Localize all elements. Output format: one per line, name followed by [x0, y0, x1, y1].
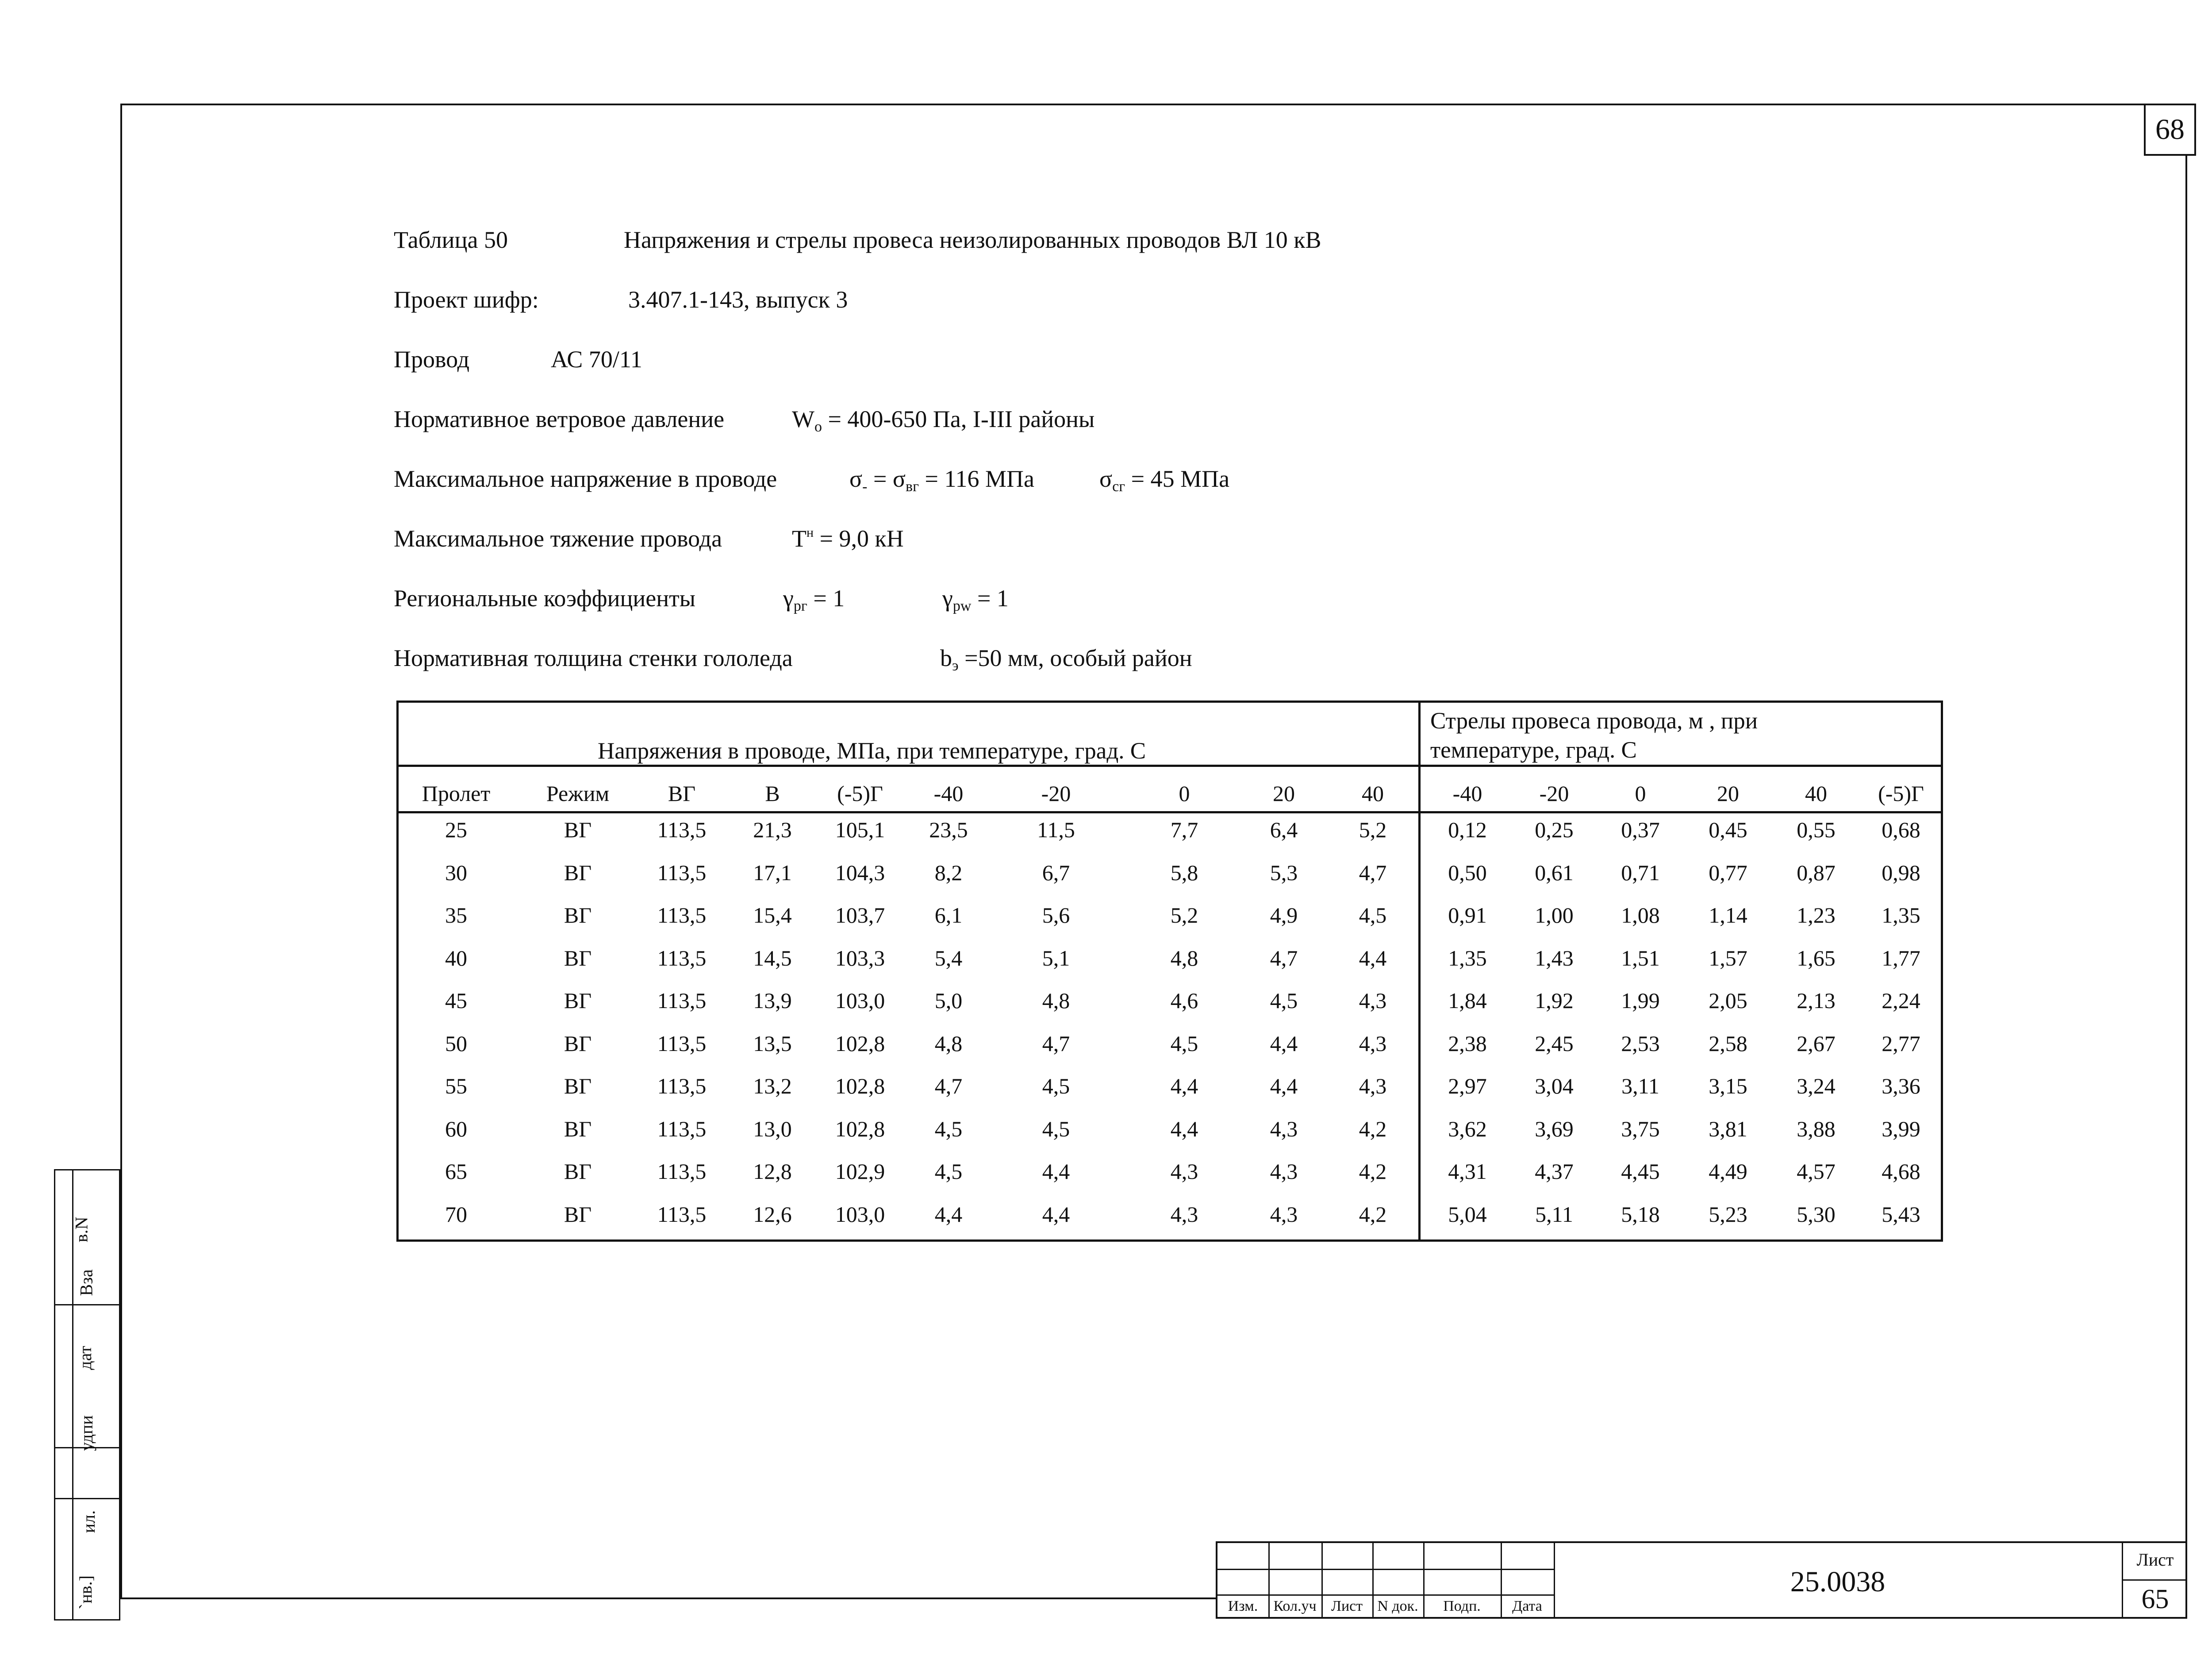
coef-symbol-1: γ — [783, 585, 794, 612]
table-cell: 23,5 — [929, 817, 968, 842]
coef-value-1: = 1 — [807, 585, 845, 612]
table-cell: 1,14 — [1709, 903, 1747, 928]
table-cell: 3,62 — [1448, 1116, 1487, 1141]
group2-title-line1: Стрелы провеса провода, м , при — [1430, 708, 1758, 734]
table-cell: 4,3 — [1170, 1159, 1198, 1184]
stress-formula-2 — [1099, 466, 1230, 495]
stress-subscript-3: cг — [1112, 478, 1125, 495]
table-cell: 0,91 — [1448, 903, 1487, 928]
table-cell: 103,3 — [835, 945, 885, 970]
side-label-sign: удпи — [76, 1415, 96, 1451]
table-cell: 25 — [445, 817, 467, 842]
table-cell: 40 — [445, 945, 467, 970]
table-cell: 4,4 — [1170, 1116, 1198, 1141]
table-cell: 4,3 — [1170, 1201, 1198, 1227]
table-cell: 5,2 — [1359, 817, 1387, 842]
table-cell: 4,4 — [1042, 1201, 1070, 1227]
table-cell: 13,9 — [753, 988, 792, 1013]
table-cell: 5,18 — [1621, 1201, 1660, 1227]
table-cell: 13,0 — [753, 1116, 792, 1141]
table-cell: 2,58 — [1709, 1031, 1747, 1056]
table-cell: 5,2 — [1170, 903, 1198, 928]
ice-value: =50 мм, особый район — [958, 645, 1192, 671]
coef-label: Региональные коэффициенты — [394, 585, 696, 612]
table-cell: 4,4 — [1170, 1074, 1198, 1098]
coef-symbol-2: γ — [942, 585, 953, 612]
side-stamp-strip — [54, 1169, 120, 1621]
coef-formula-2 — [942, 585, 1009, 614]
table-cell: 5,0 — [934, 988, 963, 1013]
wind-label: Нормативное ветровое давление — [394, 406, 725, 432]
table-cell: 1,92 — [1535, 988, 1574, 1013]
wind-value: = 400-650 Па, I-III районы — [822, 406, 1095, 432]
column-header: 40 — [1805, 781, 1827, 806]
table-cell: 4,2 — [1359, 1201, 1387, 1227]
wind-subscript: o — [814, 419, 822, 435]
side-strip-rule — [55, 1498, 119, 1499]
table-cell: 113,5 — [657, 945, 707, 970]
column-header: Пролет — [422, 781, 491, 806]
coef-subscript-2: pw — [952, 598, 972, 614]
table-cell: 6,7 — [1042, 860, 1070, 885]
column-header: -20 — [1539, 781, 1569, 806]
table-cell: ВГ — [564, 860, 592, 885]
table-cell: 102,9 — [835, 1159, 885, 1184]
table-cell: 113,5 — [657, 988, 707, 1013]
table-cell: 3,88 — [1797, 1116, 1836, 1141]
column-header: (-5)Г — [1878, 781, 1924, 806]
group2-title-line2: температуре, град. С — [1430, 737, 1637, 763]
table-cell: 4,5 — [1042, 1116, 1070, 1141]
table-cell: 6,1 — [934, 903, 963, 928]
tb-col-izm: Изм. — [1228, 1598, 1258, 1614]
table-cell: 4,7 — [1270, 945, 1298, 970]
table-cell: ВГ — [564, 903, 592, 928]
stress-value-1: = 116 МПа — [919, 466, 1034, 492]
ice-label: Нормативная толщина стенки гололеда — [394, 645, 793, 671]
table-cell: 11,5 — [1037, 817, 1075, 842]
table-cell: 1,08 — [1621, 903, 1660, 928]
sheet-number-top: 68 — [2144, 104, 2196, 156]
sheet-label: Лист — [2136, 1550, 2174, 1570]
table-cell: 50 — [445, 1031, 467, 1056]
table-cell: 1,23 — [1797, 903, 1836, 928]
title-block — [1216, 1541, 2187, 1619]
table-cell: 13,2 — [753, 1074, 792, 1098]
table-cell: 0,55 — [1797, 817, 1836, 842]
column-header: 20 — [1717, 781, 1739, 806]
table-cell: ВГ — [564, 817, 592, 842]
table-cell: 55 — [445, 1074, 467, 1098]
group-divider — [1418, 703, 1421, 1239]
table-cell: 4,5 — [1270, 988, 1298, 1013]
table-cell: 21,3 — [753, 817, 792, 842]
table-cell: 0,45 — [1709, 817, 1747, 842]
wire-label: Провод — [394, 346, 470, 373]
table-cell: 4,8 — [1170, 945, 1198, 970]
tension-label: Максимальное тяжение провода — [394, 525, 722, 552]
table-cell: 3,11 — [1621, 1074, 1659, 1098]
table-cell: 1,99 — [1621, 988, 1660, 1013]
table-cell: 5,8 — [1170, 860, 1198, 885]
doc-code: 25.0038 — [1790, 1566, 1886, 1598]
stress-symbol-1: σ — [849, 466, 863, 492]
table-cell: 4,4 — [1270, 1074, 1298, 1098]
table-cell: 113,5 — [657, 1159, 707, 1184]
table-cell: 4,3 — [1359, 988, 1387, 1013]
table-cell: 5,11 — [1535, 1201, 1573, 1227]
table-cell: 0,87 — [1797, 860, 1836, 885]
table-cell: 0,68 — [1882, 817, 1920, 842]
table-cell: 4,31 — [1448, 1159, 1487, 1184]
table-cell: 4,2 — [1359, 1116, 1387, 1141]
project-code: 3.407.1-143, выпуск 3 — [628, 286, 848, 313]
table-cell: 12,8 — [753, 1159, 792, 1184]
table-cell: 102,8 — [835, 1116, 885, 1141]
table-cell: 3,81 — [1709, 1116, 1747, 1141]
column-header: -40 — [1452, 781, 1482, 806]
table-cell: 70 — [445, 1201, 467, 1227]
sag-stress-table — [396, 701, 1943, 1242]
table-cell: ВГ — [564, 1074, 592, 1098]
stress-formula-1 — [849, 466, 1034, 495]
table-cell: 3,36 — [1882, 1074, 1920, 1098]
table-cell: 30 — [445, 860, 467, 885]
table-cell: 4,3 — [1270, 1201, 1298, 1227]
stress-symbol-2: = σ — [867, 466, 906, 492]
table-cell: 4,2 — [1359, 1159, 1387, 1184]
table-cell: 102,8 — [835, 1031, 885, 1056]
table-cell: 4,49 — [1709, 1159, 1747, 1184]
side-label-vza: Вза — [76, 1269, 96, 1296]
table-cell: 14,5 — [753, 945, 792, 970]
table-cell: 1,65 — [1797, 945, 1836, 970]
table-cell: 103,0 — [835, 1201, 885, 1227]
tension-value: = 9,0 кН — [814, 525, 904, 552]
table-cell: ВГ — [564, 1201, 592, 1227]
sheet-value: 65 — [2141, 1584, 2169, 1614]
table-label: Таблица 50 — [394, 227, 508, 253]
table-cell: 0,77 — [1709, 860, 1747, 885]
stress-label: Максимальное напряжение в проводе — [394, 466, 777, 492]
tension-symbol: T — [792, 525, 806, 552]
wire-value: АС 70/11 — [551, 346, 642, 373]
table-cell: 4,5 — [1042, 1074, 1070, 1098]
coef-formula-1 — [783, 585, 845, 614]
wind-symbol: W — [792, 406, 814, 432]
table-cell: 113,5 — [657, 817, 707, 842]
table-cell: 2,13 — [1797, 988, 1836, 1013]
table-cell: 5,23 — [1709, 1201, 1747, 1227]
table-cell: 2,45 — [1535, 1031, 1574, 1056]
table-cell: 65 — [445, 1159, 467, 1184]
column-header: 0 — [1179, 781, 1190, 806]
table-cell: 4,8 — [1042, 988, 1070, 1013]
table-cell: 3,24 — [1797, 1074, 1836, 1098]
column-header: 40 — [1362, 781, 1384, 806]
tb-rule — [2122, 1579, 2187, 1581]
table-cell: 5,04 — [1448, 1201, 1487, 1227]
table-cell: 5,30 — [1797, 1201, 1836, 1227]
table-cell: 4,7 — [934, 1074, 963, 1098]
column-header: Режим — [546, 781, 610, 806]
table-cell: 1,35 — [1882, 903, 1920, 928]
column-header-rule — [399, 811, 1941, 813]
group1-title: Напряжения в проводе, МПа, при температуре, град. С — [598, 738, 1146, 764]
table-cell: 4,5 — [1359, 903, 1387, 928]
table-cell: 113,5 — [657, 1031, 707, 1056]
table-cell: 4,4 — [1042, 1159, 1070, 1184]
stress-subscript-1: - — [862, 478, 868, 495]
side-label-inv: `нв.] — [75, 1575, 96, 1609]
table-cell: 113,5 — [657, 1201, 707, 1227]
table-cell: 0,71 — [1621, 860, 1660, 885]
column-header: -20 — [1041, 781, 1071, 806]
table-cell: 2,67 — [1797, 1031, 1836, 1056]
table-cell: 3,69 — [1535, 1116, 1574, 1141]
table-cell: 4,9 — [1270, 903, 1298, 928]
table-cell: 4,5 — [1170, 1031, 1198, 1056]
stress-subscript-2: вг — [906, 478, 919, 495]
table-cell: 4,3 — [1270, 1116, 1298, 1141]
tb-col-ndoc: N док. — [1377, 1598, 1418, 1614]
table-cell: 5,6 — [1042, 903, 1070, 928]
table-cell: ВГ — [564, 1116, 592, 1141]
tb-col-kol: Кол.уч — [1273, 1598, 1317, 1614]
project-label: Проект шифр: — [394, 286, 539, 313]
column-header: В — [765, 781, 780, 806]
table-cell: 113,5 — [657, 1074, 707, 1098]
tension-formula — [792, 527, 904, 550]
table-cell: 7,7 — [1170, 817, 1198, 842]
table-cell: 4,3 — [1359, 1031, 1387, 1056]
table-cell: 0,50 — [1448, 860, 1487, 885]
table-cell: 3,15 — [1709, 1074, 1747, 1098]
table-cell: 1,00 — [1535, 903, 1574, 928]
table-cell: 4,5 — [934, 1159, 963, 1184]
tb-col-date: Дата — [1512, 1598, 1542, 1614]
table-cell: 113,5 — [657, 903, 707, 928]
table-cell: 2,53 — [1621, 1031, 1660, 1056]
tb-col-podp: Подп. — [1443, 1598, 1481, 1614]
table-cell: 4,4 — [1359, 945, 1387, 970]
tb-rule — [1217, 1569, 1554, 1570]
tb-col-list: Лист — [1331, 1598, 1363, 1614]
table-cell: 1,35 — [1448, 945, 1487, 970]
table-cell: 4,4 — [1270, 1031, 1298, 1056]
ice-symbol: b — [940, 645, 952, 671]
column-header: 0 — [1635, 781, 1646, 806]
table-cell: 4,4 — [934, 1201, 963, 1227]
table-cell: 45 — [445, 988, 467, 1013]
table-cell: 1,57 — [1709, 945, 1747, 970]
tb-rule — [1217, 1594, 1554, 1596]
table-cell: 17,1 — [753, 860, 792, 885]
table-cell: 60 — [445, 1116, 467, 1141]
table-cell: 4,68 — [1882, 1159, 1920, 1184]
table-cell: 15,4 — [753, 903, 792, 928]
table-title: Напряжения и стрелы провеса неизолированных проводов ВЛ 10 кВ — [624, 227, 1321, 253]
stress-symbol-3: σ — [1099, 466, 1113, 492]
table-cell: 103,0 — [835, 988, 885, 1013]
table-cell: 12,6 — [753, 1201, 792, 1227]
table-cell: 104,3 — [835, 860, 885, 885]
table-cell: 2,05 — [1709, 988, 1747, 1013]
table-cell: 0,98 — [1882, 860, 1920, 885]
column-header: ВГ — [668, 781, 696, 806]
table-cell: 5,3 — [1270, 860, 1298, 885]
table-cell: 0,25 — [1535, 817, 1574, 842]
table-cell: 4,3 — [1359, 1074, 1387, 1098]
table-cell: 6,4 — [1270, 817, 1298, 842]
table-cell: 5,4 — [934, 945, 963, 970]
side-label-date: дат — [75, 1346, 95, 1370]
table-cell: 0,37 — [1621, 817, 1660, 842]
table-cell: 2,77 — [1882, 1031, 1920, 1056]
table-cell: 103,7 — [835, 903, 885, 928]
table-cell: 2,24 — [1882, 988, 1920, 1013]
table-cell: ВГ — [564, 1159, 592, 1184]
table-cell: 4,5 — [934, 1116, 963, 1141]
ice-subscript: э — [952, 658, 959, 674]
table-cell: 4,3 — [1270, 1159, 1298, 1184]
table-cell: 1,84 — [1448, 988, 1487, 1013]
column-header: 20 — [1273, 781, 1295, 806]
coef-subscript-1: pг — [793, 598, 807, 614]
coef-value-2: = 1 — [971, 585, 1009, 612]
table-cell: 2,38 — [1448, 1031, 1487, 1056]
table-cell: 113,5 — [657, 1116, 707, 1141]
table-cell: 4,57 — [1797, 1159, 1836, 1184]
column-header: (-5)Г — [837, 781, 883, 806]
tension-superscript: н — [806, 525, 814, 540]
table-cell: 13,5 — [753, 1031, 792, 1056]
table-cell: ВГ — [564, 1031, 592, 1056]
table-cell: 2,97 — [1448, 1074, 1487, 1098]
table-cell: 1,43 — [1535, 945, 1574, 970]
column-header: -40 — [933, 781, 964, 806]
table-cell: 4,45 — [1621, 1159, 1660, 1184]
table-cell: 0,12 — [1448, 817, 1487, 842]
table-cell: 8,2 — [934, 860, 963, 885]
side-label-il: ил. — [79, 1510, 99, 1533]
table-cell: 4,7 — [1359, 860, 1387, 885]
table-cell: 0,61 — [1535, 860, 1574, 885]
stress-value-2: = 45 МПа — [1125, 466, 1230, 492]
wind-formula — [792, 406, 1095, 435]
ice-formula — [940, 645, 1192, 674]
table-cell: 113,5 — [657, 860, 707, 885]
table-cell: 3,04 — [1535, 1074, 1574, 1098]
table-cell: 4,37 — [1535, 1159, 1574, 1184]
table-cell: 4,6 — [1170, 988, 1198, 1013]
table-cell: 4,7 — [1042, 1031, 1070, 1056]
table-cell: 5,43 — [1882, 1201, 1920, 1227]
table-cell: 105,1 — [835, 817, 885, 842]
table-cell: 102,8 — [835, 1074, 885, 1098]
table-cell: 1,77 — [1882, 945, 1920, 970]
table-cell: 5,1 — [1042, 945, 1070, 970]
table-cell: 3,75 — [1621, 1116, 1660, 1141]
side-label-inv-no: в.N — [71, 1216, 92, 1243]
table-cell: ВГ — [564, 945, 592, 970]
table-cell: 1,51 — [1621, 945, 1660, 970]
side-strip-rule — [55, 1304, 119, 1305]
table-cell: ВГ — [564, 988, 592, 1013]
table-cell: 4,8 — [934, 1031, 963, 1056]
table-cell: 35 — [445, 903, 467, 928]
table-cell: 3,99 — [1882, 1116, 1920, 1141]
